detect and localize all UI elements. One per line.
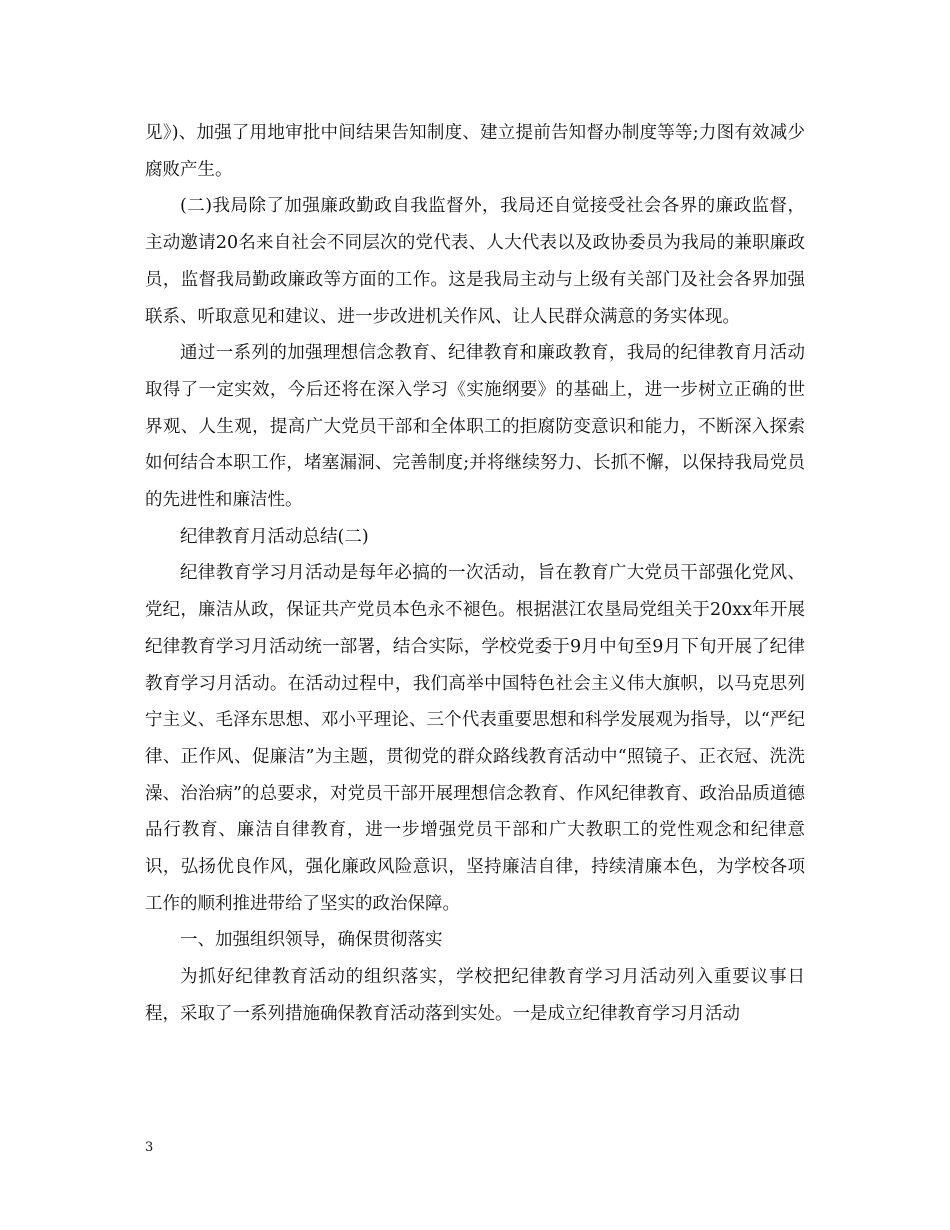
paragraph-7: 为抓好纪律教育活动的组织落实，学校把纪律教育学习月活动列入重要议事日程，采取了一系列措施确保教育活动落到实处。一是成立纪律教育学习月活动 (145, 967, 805, 1024)
paragraph-1: 见》)、加强了用地审批中间结果告知制度、建立提前告知督办制度等等;力图有效减少腐败产生。 (145, 123, 805, 180)
paragraph-5: 纪律教育学习月活动是每年必搞的一次活动，旨在教育广大党员干部强化党风、党纪，廉洁从政，保证共产党员本色永不褪色。根据湛江农垦局党组关于20xx年开展纪律教育学习月活动统一部署，结合实际，学校党委于9月中旬至9月下旬开展了纪律教育学习月活动。在活动过程中，我们高举中国特色社会主义伟大旗帜，以马克思列宁主义、毛泽东思想、邓小平理论、三个代表重要思想和科学发展观为指导，以“严纪律、正作风、促廉洁”为主题，贯彻党的群众路线教育活动中“照镜子、正衣冠、洗洗澡、治治病”的总要求，对党员干部开展理想信念教育、作风纪律教育、政治品质道德品行教育、廉洁自律教育，进一步增强党员干部和广大教职工的党性观念和纪律意识，弘扬优良作风，强化廉政风险意识，坚持廉洁自律，持续清廉本色，为学校各项工作的顺利推进带给了坚实的政治保障。 (145, 563, 805, 914)
document-body (145, 115, 805, 1033)
subsection-heading: 一、加强组织领导，确保贯彻落实 (180, 930, 443, 951)
page-number: 3 (145, 1140, 154, 1155)
paragraph-3: 通过一系列的加强理想信念教育、纪律教育和廉政教育，我局的纪律教育月活动取得了一定实效，今后还将在深入学习《实施纲要》的基础上，进一步树立正确的世界观、人生观，提高广大党员干部和全体职工的拒腐防变意识和能力，不断深入探索如何结合本职工作，堵塞漏洞、完善制度;并将继续努力、长抓不懈，以保持我局党员的先进性和廉洁性。 (145, 343, 805, 511)
section-heading: 纪律教育月活动总结(二) (180, 526, 369, 547)
paragraph-2: (二)我局除了加强廉政勤政自我监督外，我局还自觉接受社会各界的廉政监督，主动邀请20名来自社会不同层次的党代表、人大代表以及政协委员为我局的兼职廉政员，监督我局勤政廉政等方面的工作。这是我局主动与上级有关部门及社会各界加强联系、听取意见和建议、进一步改进机关作风、让人民群众满意的务实体现。 (145, 196, 805, 327)
